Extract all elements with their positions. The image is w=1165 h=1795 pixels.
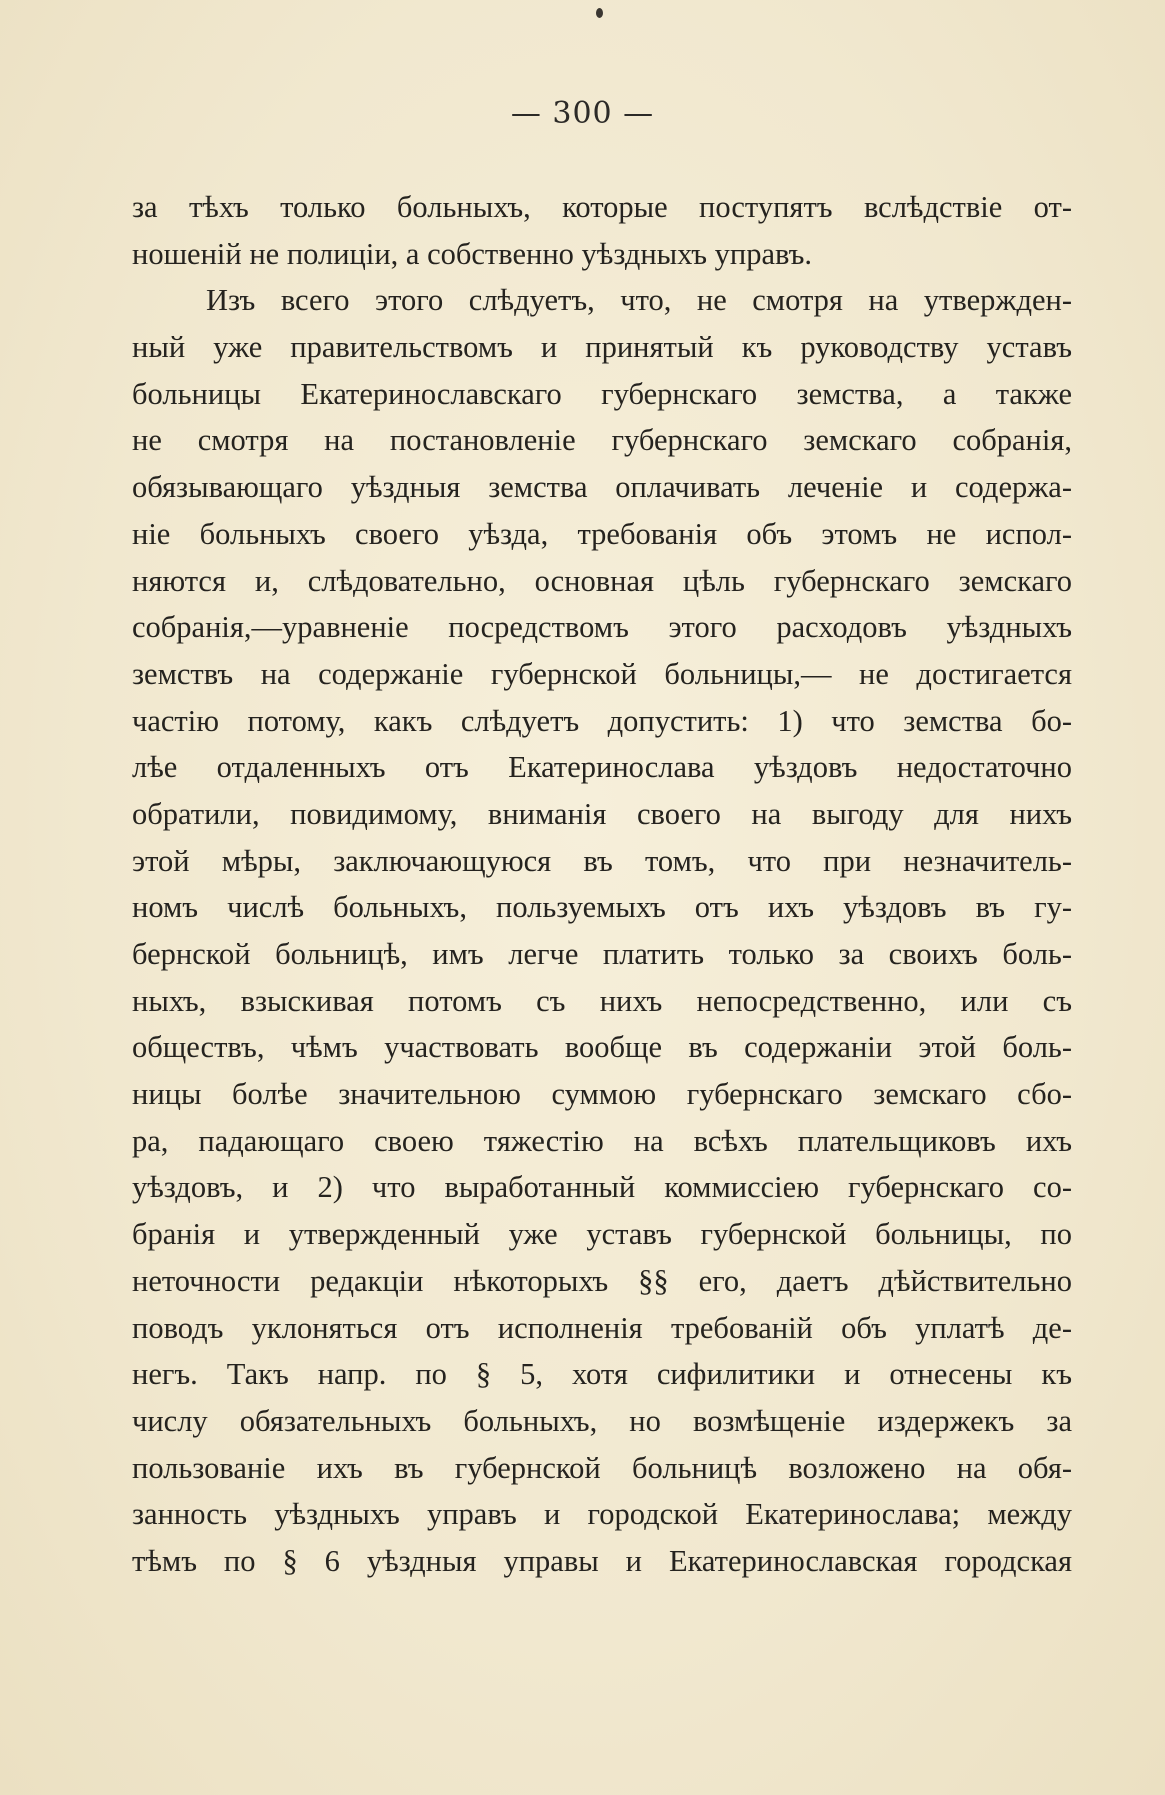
text-line: земствъ на содержаніе губернской больницы,— не достигается <box>132 656 1072 691</box>
text-line: уѣздовъ, и 2) что выработанный коммиссіею губернскаго со- <box>132 1170 1072 1205</box>
text-line: собранія,—уравненіе посредствомъ этого расходовъ уѣздныхъ <box>132 610 1072 645</box>
text-line: частію потому, какъ слѣдуетъ допустить: 1) что земства бо- <box>132 703 1072 738</box>
text-line: пользованіе ихъ въ губернской больницѣ возложено на обя- <box>132 1450 1072 1485</box>
text-line: бранія и утвержденный уже уставъ губернской больницы, по <box>132 1217 1072 1252</box>
text-line: больницы Екатеринославскаго губернскаго земства, а также <box>132 376 1072 411</box>
text-line: не смотря на постановленіе губернскаго земскаго собранія, <box>132 423 1072 458</box>
ink-speck <box>596 8 603 18</box>
text-line: лѣе отдаленныхъ отъ Екатеринослава уѣздовъ недостаточно <box>132 750 1072 785</box>
text-line: ра, падающаго своею тяжестію на всѣхъ плательщиковъ ихъ <box>132 1123 1072 1158</box>
text-line: занность уѣздныхъ управъ и городской Екатеринослава; между <box>132 1497 1072 1532</box>
text-line: обязывающаго уѣздныя земства оплачивать леченіе и содержа- <box>132 470 1072 505</box>
text-line: ницы болѣе значительною суммою губернскаго земскаго сбо- <box>132 1077 1072 1112</box>
text-line: обществъ, чѣмъ участвовать вообще въ содержаніи этой боль- <box>132 1030 1072 1065</box>
text-line: поводъ уклоняться отъ исполненія требованій объ уплатѣ де- <box>132 1310 1072 1345</box>
page-number: — 300 — <box>510 96 655 131</box>
text-line: неточности редакціи нѣкоторыхъ §§ его, даетъ дѣйствительно <box>132 1263 1072 1298</box>
text-line: тѣмъ по § 6 уѣздныя управы и Екатеринославская городская <box>132 1543 1072 1578</box>
text-line: номъ числѣ больныхъ, пользуемыхъ отъ ихъ уѣздовъ въ гу- <box>132 890 1072 925</box>
text-line: ныхъ, взыскивая потомъ съ нихъ непосредственно, или съ <box>132 983 1072 1018</box>
paragraph-start-line: Изъ всего этого слѣдуетъ, что, не смотря на утвержден- <box>206 283 1072 318</box>
body-text <box>132 184 1072 1585</box>
text-line: обратили, повидимому, вниманія своего на выгоду для нихъ <box>132 796 1072 831</box>
text-line: ный уже правительствомъ и принятый къ руководству уставъ <box>132 330 1072 365</box>
text-line: этой мѣры, заключающуюся въ томъ, что при незначитель- <box>132 843 1072 878</box>
text-line: ніе больныхъ своего уѣзда, требованія объ этомъ не испол- <box>132 516 1072 551</box>
text-line: ношеній не полиціи, а собственно уѣздныхъ управъ. <box>132 236 813 271</box>
text-line: бернской больницѣ, имъ легче платить только за своихъ боль- <box>132 937 1072 971</box>
text-line: негъ. Такъ напр. по § 5, хотя сифилитики и отнесены къ <box>132 1357 1072 1392</box>
text-line: за тѣхъ только больныхъ, которые поступятъ вслѣдствіе от- <box>132 190 1072 224</box>
text-line: числу обязательныхъ больныхъ, но возмѣщеніе издержекъ за <box>132 1403 1072 1438</box>
text-line: няются и, слѣдовательно, основная цѣль губернскаго земскаго <box>132 563 1072 598</box>
